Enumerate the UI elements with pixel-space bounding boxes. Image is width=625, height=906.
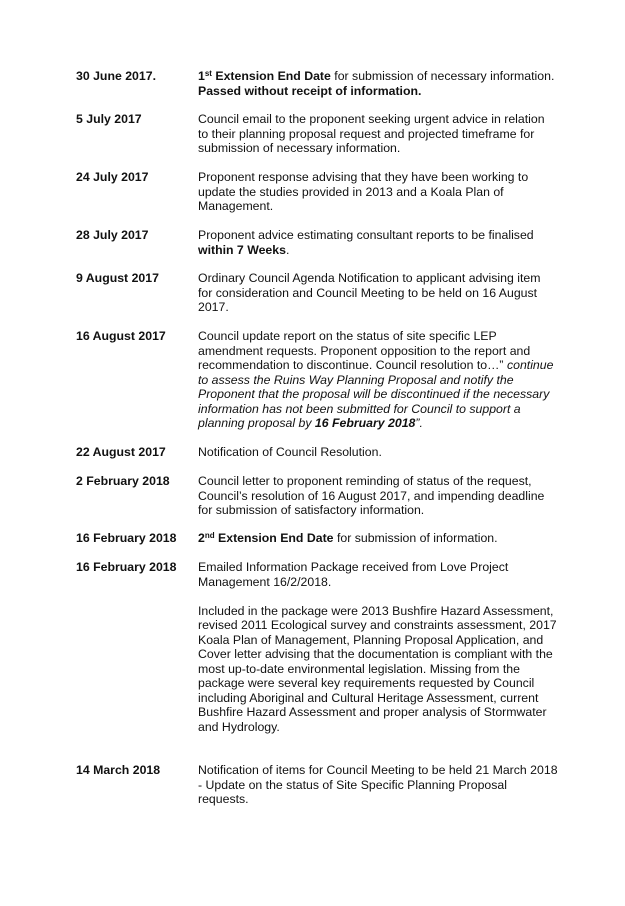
entry-text: Council update report on the status of site specific LEP amendment requests. Proponent opposition to the report and recommendation to discontinue. Council resolution to…” [198, 329, 531, 372]
entry-date: 2 February 2018 [76, 474, 170, 488]
entry-description [198, 271, 558, 315]
entry-description [198, 763, 558, 807]
entry-date: 24 July 2017 [76, 170, 149, 184]
ordinal-suffix: st [204, 69, 212, 78]
resolution-deadline: 16 February 2018 [314, 416, 416, 430]
resolution-quote-end: ”. [415, 416, 423, 430]
milestone-label: Extension End Date [211, 69, 331, 83]
entry-text: Emailed Information Package received from Love Project Management 16/2/2018. [198, 560, 509, 589]
entry-date: 28 July 2017 [76, 228, 149, 242]
entry-text: Notification of items for Council Meeting to be held 21 March 2018 - Update on the status of Site Specific Planning Proposal requests. [198, 763, 558, 806]
entry-description [198, 474, 558, 518]
entry-description [198, 445, 558, 460]
entry-description [198, 329, 558, 431]
entry-text: for submission of necessary information. [330, 69, 555, 83]
entry-date: 22 August 2017 [76, 445, 166, 459]
entry-date: 16 August 2017 [76, 329, 166, 343]
entry-description [198, 69, 558, 98]
entry-text: Council letter to proponent reminding of status of the request, Council’s resolution of 16 August 2017, and impending deadline for submission of satisfactory information. [198, 474, 545, 517]
entry-text-tail: . [285, 242, 290, 257]
entry-date: 16 February 2018 [76, 560, 177, 574]
entry-emphasis: Passed without receipt of information. [198, 83, 422, 98]
entry-description [198, 560, 558, 734]
entry-description [198, 170, 558, 214]
entry-text: Proponent advice estimating consultant reports to be finalised [198, 228, 534, 242]
ordinal-suffix: nd [204, 531, 215, 540]
milestone-label: Extension End Date [214, 531, 334, 545]
entry-text: Council email to the proponent seeking urgent advice in relation to their planning proposal request and projected timeframe for submission of necessary information. [198, 112, 545, 155]
entry-date: 30 June 2017. [76, 69, 156, 83]
entry-date: 14 March 2018 [76, 763, 161, 777]
ordinal-number: 1 [198, 69, 205, 83]
entry-date: 16 February 2018 [76, 531, 177, 545]
resolution-quote: continue to assess the Ruins Way Planning Proposal and notify the Proponent that the proposal will be discontinued if the necessary information has not been submitted for Council to support a planning proposal by [198, 358, 554, 430]
entry-emphasis: within 7 Weeks [198, 242, 286, 257]
entry-paragraph: Included in the package were 2013 Bushfire Hazard Assessment, revised 2011 Ecological survey and constraints assessment, 2017 Koala Plan of Management, Planning Proposal Application, and Cover letter advising that the documentation is compliant with the most up-to-date environmental legislation. Missing from the package were several key requirements requested by Council including Aboriginal and Cultural Heritage Assessment, current Bushfire Hazard Assessment and proper analysis of Stormwater and Hydrology. [198, 603, 557, 734]
entry-text: Notification of Council Resolution. [198, 445, 382, 459]
ordinal-number: 2 [198, 531, 205, 545]
entry-description [198, 531, 558, 546]
entry-text: Proponent response advising that they have been working to update the studies provided in 2013 and a Koala Plan of Management. [198, 170, 529, 213]
entry-description [198, 228, 558, 257]
entry-text: for submission of information. [333, 531, 498, 545]
entry-date: 5 July 2017 [76, 112, 142, 126]
entry-date: 9 August 2017 [76, 271, 159, 285]
entry-text: Ordinary Council Agenda Notification to applicant advising item for consideration and Council Meeting to be held on 16 August 2017. [198, 271, 541, 314]
entry-description [198, 112, 558, 156]
